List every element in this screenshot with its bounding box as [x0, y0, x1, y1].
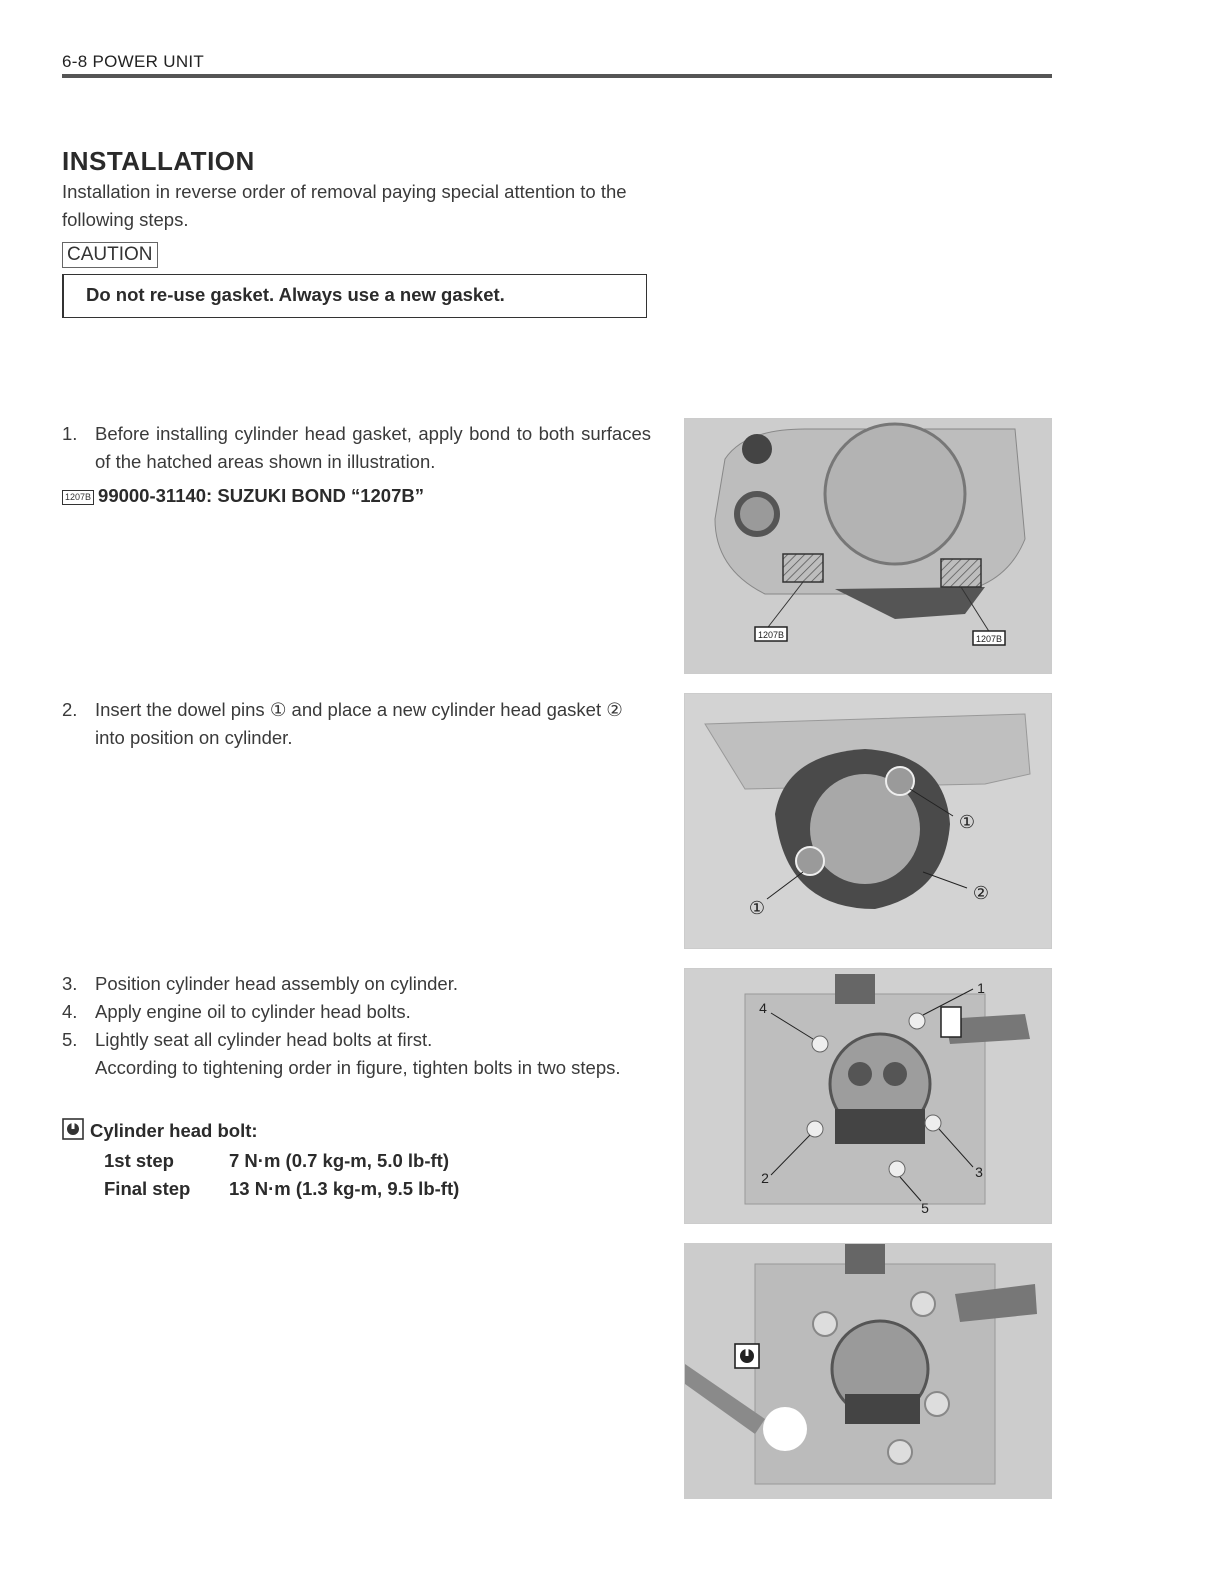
page-header: 6-8 POWER UNIT: [62, 52, 205, 71]
step-3-text: Position cylinder head assembly on cylinder.: [95, 973, 458, 994]
torque-step-label: 1st step: [104, 1150, 174, 1171]
bolt-order-label: 4: [759, 1000, 767, 1016]
bolt-order-label: 5: [921, 1200, 929, 1216]
step-2-number: 2.: [62, 699, 78, 720]
torque-row: [104, 1175, 459, 1203]
section-title: INSTALLATION: [62, 146, 255, 176]
bond-callout-text: 1207B: [757, 630, 785, 640]
caution-text: Do not re-use gasket. Always use a new gasket.: [86, 284, 505, 305]
bond-spec: [62, 485, 424, 507]
hatched-area: [941, 559, 981, 587]
bolt-order-label: 3: [975, 1164, 983, 1180]
bolt-order-label: 2: [761, 1170, 769, 1186]
figure-2-photo: [684, 693, 1052, 949]
bond-text: 99000-31140: SUZUKI BOND “1207B”: [98, 485, 424, 506]
torque-marker: [941, 1007, 961, 1037]
torque-heading: [62, 1118, 258, 1142]
callout-dowel-pin: ①: [958, 812, 976, 832]
torque-table: [104, 1147, 459, 1203]
torque-step-value: 13 N·m (1.3 kg-m, 9.5 lb-ft): [229, 1178, 460, 1199]
torque-wrench-icon: [735, 1344, 759, 1368]
intro-text: Installation in reverse order of removal paying special attention to the following steps.: [62, 181, 627, 230]
figure-3-photo: [684, 968, 1052, 1224]
step-4-text: Apply engine oil to cylinder head bolts.: [95, 1001, 411, 1022]
step-3-number: 3.: [62, 973, 78, 994]
torque-wrench-icon: [62, 1118, 84, 1140]
hatched-area: [783, 554, 823, 582]
caution-label: CAUTION: [62, 242, 158, 268]
bond-callout: [755, 627, 787, 641]
caution-box: [62, 274, 647, 318]
step-5-note: According to tightening order in figure, tighten bolts in two steps.: [95, 1057, 621, 1078]
figure-1-photo: [684, 418, 1052, 674]
torque-heading-text: Cylinder head bolt:: [90, 1120, 258, 1141]
step-4-number: 4.: [62, 1001, 78, 1022]
callout-dowel-pin: ①: [748, 898, 766, 918]
bond-tube-icon: 1207B: [62, 490, 94, 505]
torque-step-label: Final step: [104, 1178, 191, 1199]
torque-row: [104, 1147, 459, 1175]
bond-callout: [973, 631, 1005, 645]
figure-4-photo: [684, 1243, 1052, 1499]
bolt-order-label: 1: [977, 980, 985, 996]
torque-step-value: 7 N·m (0.7 kg-m, 5.0 lb-ft): [229, 1150, 449, 1171]
step-5-text: Lightly seat all cylinder head bolts at first.: [95, 1029, 433, 1050]
step-1-number: 1.: [62, 423, 78, 444]
step-1-text: Before installing cylinder head gasket, apply bond to both surfaces of the hatched areas shown in illustration.: [95, 423, 651, 472]
step-2-text: Insert the dowel pins ① and place a new cylinder head gasket ② into position on cylinder.: [95, 699, 623, 748]
callout-gasket: ②: [972, 883, 990, 903]
header-rule: [62, 74, 1052, 78]
step-5-number: 5.: [62, 1029, 78, 1050]
bond-callout-text: 1207B: [975, 634, 1003, 644]
